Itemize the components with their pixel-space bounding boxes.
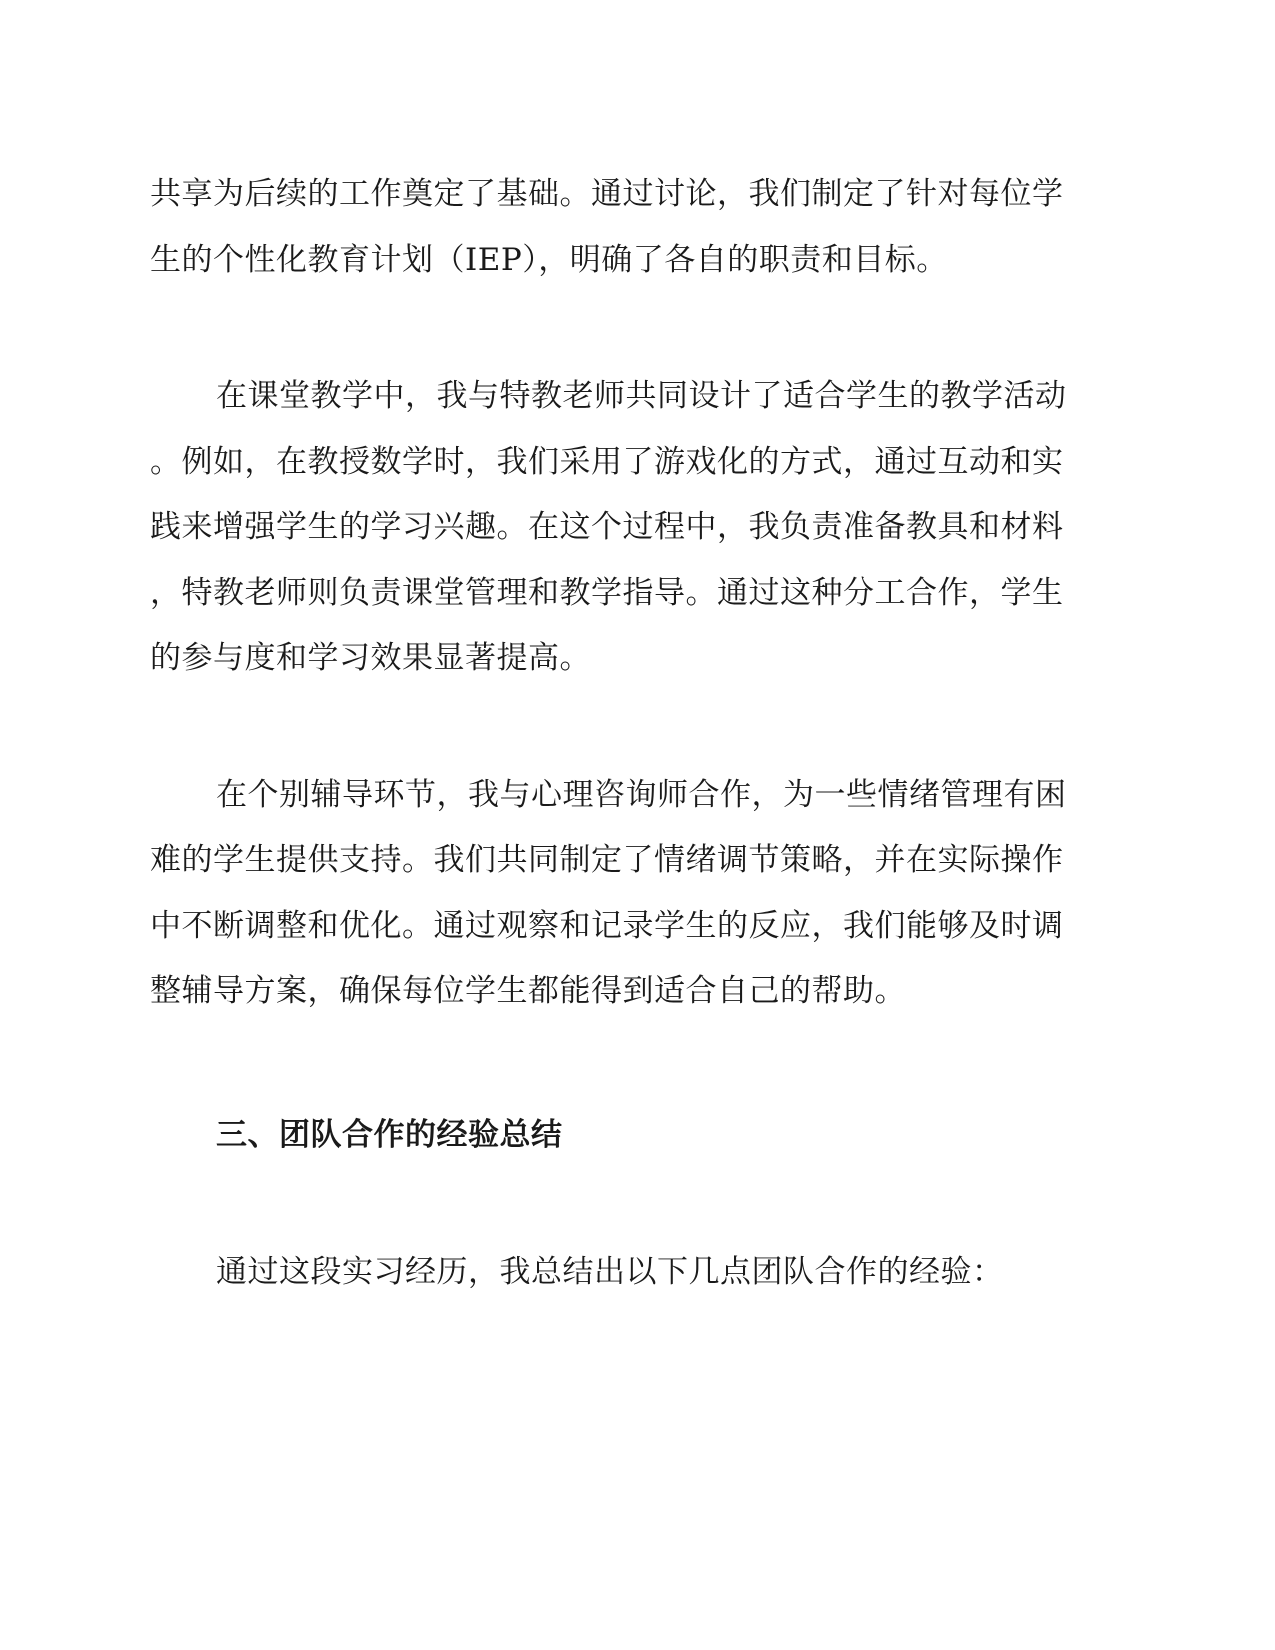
text-line: 在课堂教学中，我与特教老师共同设计了适合学生的教学活动	[216, 378, 1067, 414]
paragraph-summary-intro	[150, 1240, 1118, 1306]
text-line: 中不断调整和优化。通过观察和记录学生的反应，我们能够及时调	[150, 907, 1064, 944]
text-line: 生的个性化教育计划（IEP），明确了各自的职责和目标。	[150, 241, 948, 278]
paragraph-individual-tutoring	[150, 763, 1118, 1025]
text-line: 践来增强学生的学习兴趣。在这个过程中，我负责准备教具和材料	[150, 509, 1064, 545]
text-line: 共享为后续的工作奠定了基础。通过讨论，我们制定了针对每位学	[150, 176, 1064, 212]
text-line: 的参与度和学习效果显著提高。	[150, 640, 591, 676]
text-line: 在个别辅导环节，我与心理咨询师合作，为一些情绪管理有困	[216, 776, 1067, 813]
text-line: 整辅导方案，确保每位学生都能得到适合自己的帮助。	[150, 973, 906, 1009]
text-line: ，特教老师则负责课堂管理和教学指导。通过这种分工合作，学生	[150, 574, 1064, 611]
paragraph-iep-plan	[150, 162, 1118, 293]
text-line: 。例如，在教授数学时，我们采用了游戏化的方式，通过互动和实	[150, 443, 1064, 480]
paragraph-classroom-teaching	[150, 364, 1118, 692]
text-line: 难的学生提供支持。我们共同制定了情绪调节策略，并在实际操作	[150, 842, 1064, 878]
text-line: 通过这段实习经历，我总结出以下几点团队合作的经验：	[216, 1254, 1004, 1290]
document-body	[150, 162, 1118, 1306]
section-heading: 三、团队合作的经验总结	[216, 1116, 563, 1153]
